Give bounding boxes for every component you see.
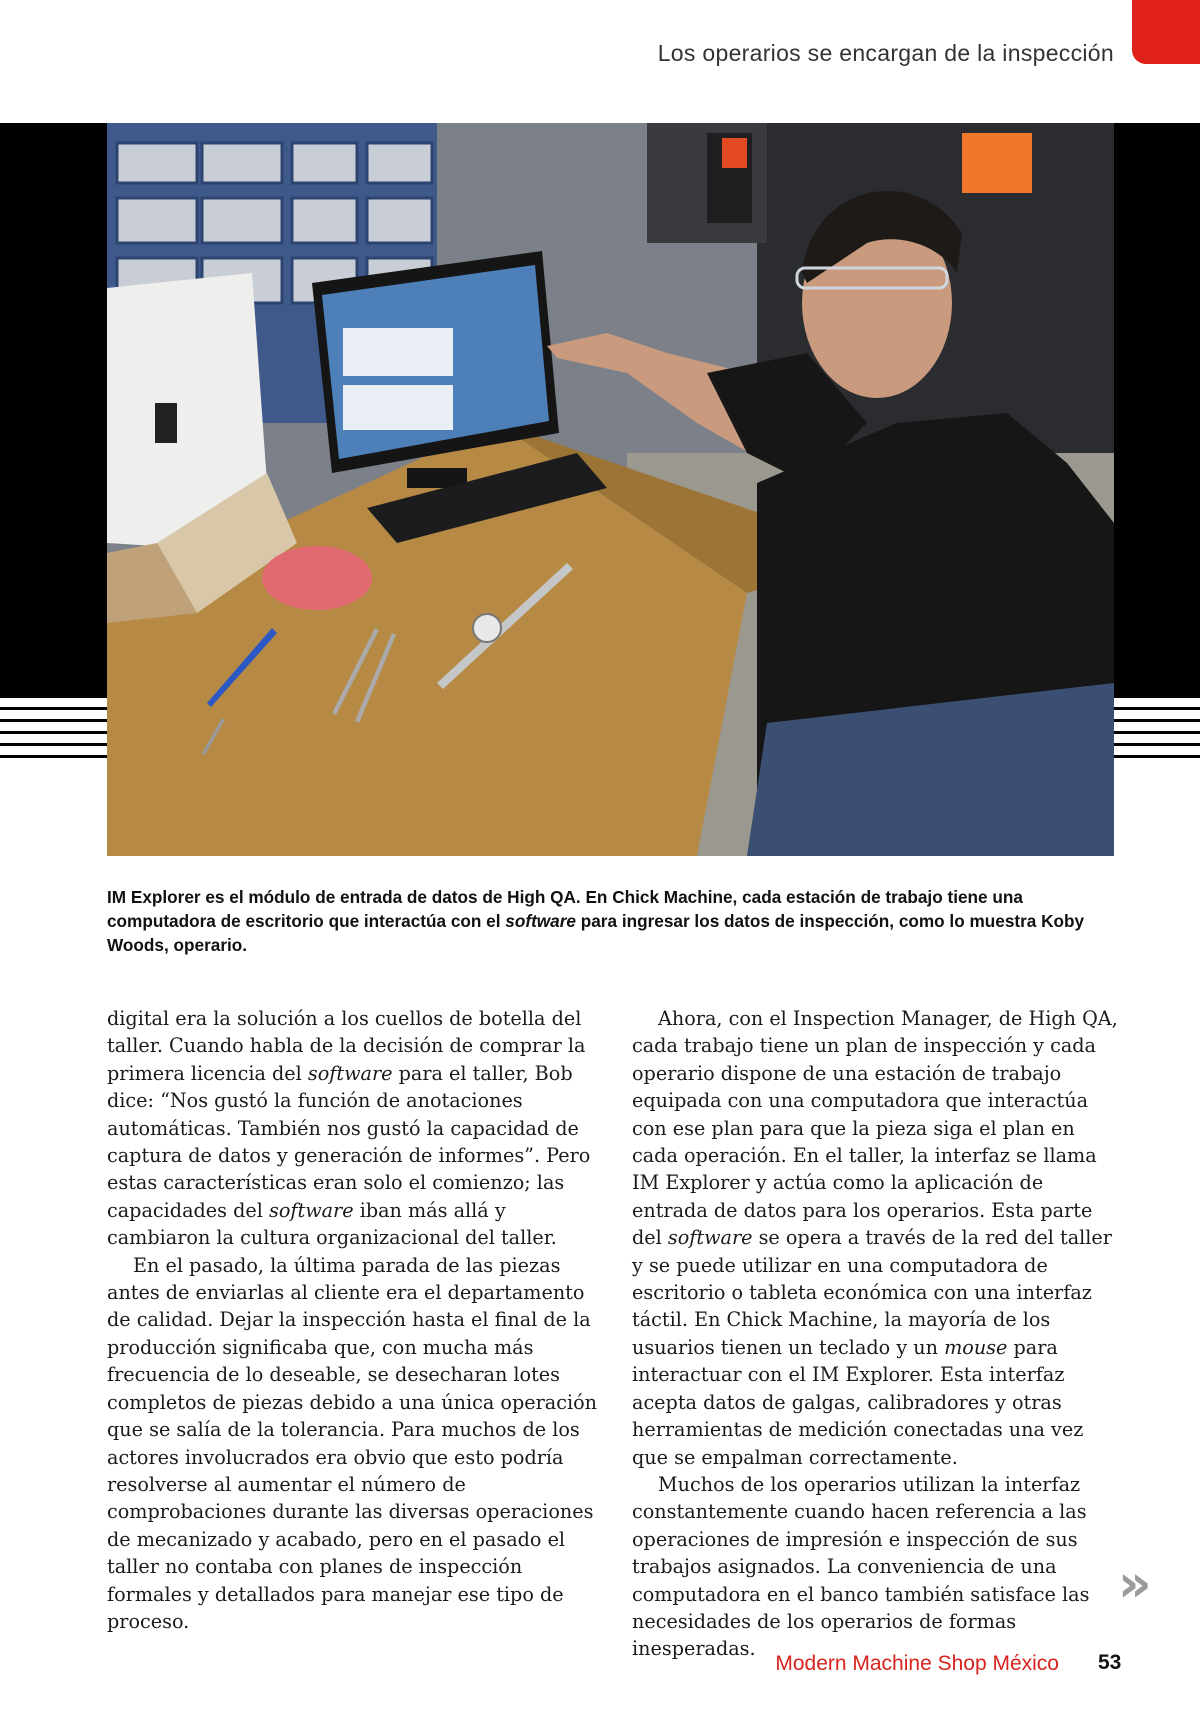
text-run: para interactuar con el IM Explorer. Esta interfaz acepta datos de galgas, calibradores y otras herramientas de medición conectadas una vez que se empalman correctamente. (632, 1335, 1084, 1469)
italic-term: software (307, 1061, 393, 1085)
column1-paragraph-1 (107, 1005, 597, 1252)
article-column-1 (107, 1005, 597, 1635)
text-run: Ahora, con el Inspection Manager, de High QA, cada trabajo tiene un plan de inspección y cada operario dispone de una estación de trabajo equipada con una computadora que interactúa con ese plan para que la pieza siga el plan en cada operación. En el taller, la interfaz se llama IM Explorer y actúa como la aplicación de entrada de datos para los operarios. Esta parte del (632, 1007, 1118, 1250)
text-run: iban más allá y cambiaron la cultura organizacional del taller. (107, 1198, 557, 1250)
caption-italic-software: software (505, 911, 576, 931)
photo-caption (107, 885, 1117, 957)
caption-text-2: para ingresar los datos de inspección, como lo muestra Koby Woods, operario. (107, 911, 1085, 955)
text-run: se opera a través de la red del taller y se puede utilizar en una computadora de escritorio o tableta económica con una interfaz táctil. En Chick Machine, la mayoría de los usuarios tienen un teclado y un (632, 1226, 1112, 1359)
italic-term: mouse (944, 1335, 1008, 1359)
article-photo (107, 123, 1114, 856)
column2-paragraph-2: Muchos de los operarios utilizan la interfaz constantemente cuando hacen referencia a las operaciones de impresión e inspección de sus trabajos asignados. La conveniencia de una computadora en el banco también satisface las necesidades de los operarios de formas inesperadas. (632, 1472, 1090, 1661)
column2-paragraph-1 (632, 1005, 1122, 1471)
italic-term: software (268, 1198, 354, 1222)
section-title: Los operarios se encargan de la inspección (657, 40, 1114, 66)
text-run: digital era la solución a los cuellos de botella del taller. Cuando habla de la decisión de comprar la primera licencia del (107, 1007, 586, 1085)
page-number: 53 (1098, 1651, 1122, 1674)
italic-term: software (667, 1226, 753, 1250)
text-run: para el taller, Bob dice: “Nos gustó la función de anotaciones automáticas. También nos gustó la capacidad de captura de datos y generación de informes”. Pero estas características eran solo el comienzo; las capacidades del (107, 1061, 591, 1222)
section-tab (1132, 0, 1200, 64)
footer-publication: Modern Machine Shop México (775, 1652, 1059, 1675)
article-column-2 (632, 1005, 1122, 1663)
caption-text-1: IM Explorer es el módulo de entrada de datos de High QA. En Chick Machine, cada estación de trabajo tiene una computadora de escritorio que interactúa con el (107, 887, 1023, 931)
column1-paragraph-2: En el pasado, la última parada de las piezas antes de enviarlas al cliente era el departamento de calidad. Dejar la inspección hasta el final de la producción significaba que, con mucha más frecuencia de lo deseable, se desecharan lotes completos de piezas debido a una única operación que se salía de la tolerancia. Para muchos de los actores involucrados era obvio que esto podría resolverse al aumentar el número de comprobaciones durante las diversas operaciones de mecanizado y acabado, pero en el pasado el taller no contaba con planes de inspección formales y detallados para manejar ese tipo de proceso. (107, 1253, 597, 1633)
continue-chevron-icon: » (1118, 1554, 1146, 1614)
